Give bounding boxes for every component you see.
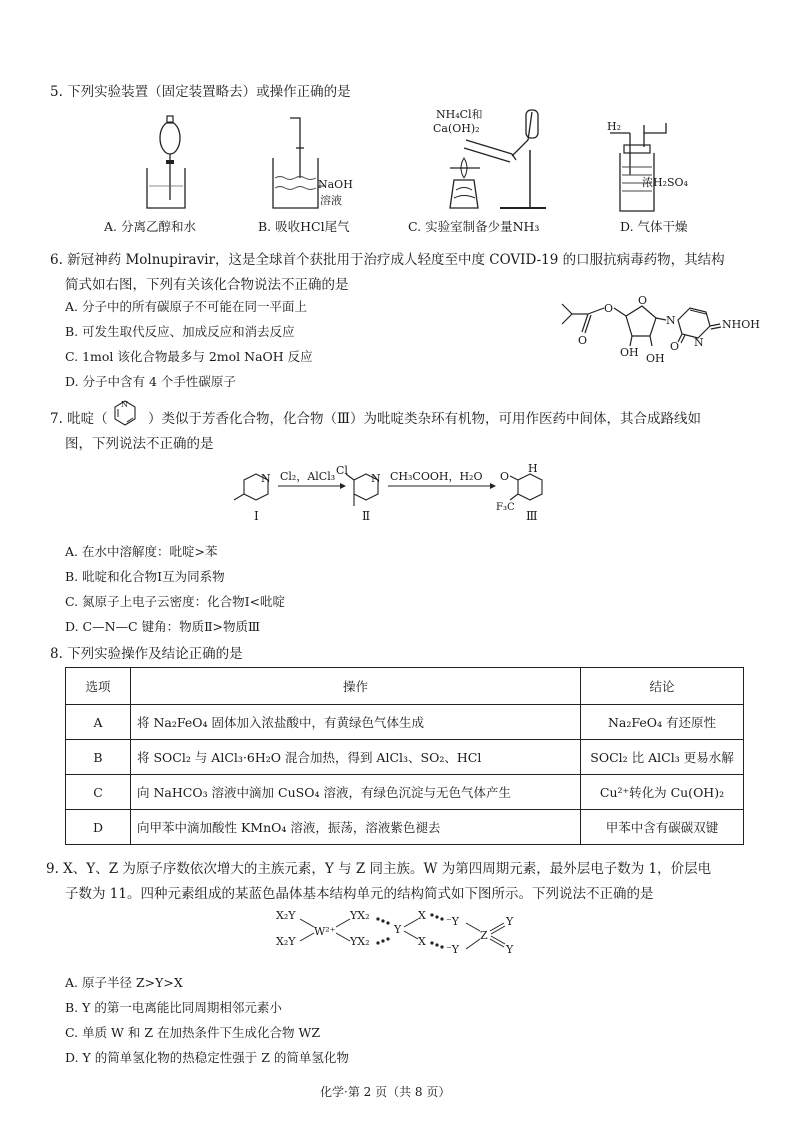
table-cell: C	[66, 775, 131, 810]
q5-naoh-label: NaOH	[318, 178, 353, 191]
q5-apparatus-c	[430, 110, 550, 212]
table-cell: Na₂FeO₄ 有还原性	[581, 705, 744, 740]
q6-option-d: D. 分子中含有 4 个手性碳原子	[65, 374, 236, 389]
q7-i-n: N	[261, 472, 271, 485]
q6-struct-o2: O	[578, 334, 588, 347]
q7-iii-cf3: F₃C	[496, 502, 515, 513]
q5-stem: 5. 下列实验装置（固定装置略去）或操作正确的是	[50, 84, 351, 100]
table-header: 选项	[66, 668, 131, 705]
q9-y-b: ⁻Y	[446, 943, 460, 956]
q5-option-c: C. 实验室制备少量NH₃	[408, 219, 540, 234]
table-cell: D	[66, 810, 131, 845]
q5-apparatus-a	[135, 108, 205, 208]
q6-stem-line1: 6. 新冠神药 Molnupiravir，这是全球首个获批用于治疗成人轻度至中度 COVID-19 的口服抗病毒药物，其结构	[50, 252, 725, 268]
q5-apparatus-d	[606, 115, 686, 213]
q7-ii-n: N	[371, 472, 381, 485]
q7-option-c: C. 氮原子上电子云密度：化合物Ⅰ<吡啶	[65, 594, 285, 609]
q6-option-b: B. 可发生取代反应、加成反应和消去反应	[65, 324, 295, 339]
q5-option-b: B. 吸收HCl尾气	[258, 219, 350, 234]
table-header: 结论	[581, 668, 744, 705]
q8-table	[65, 667, 744, 845]
q6-struct-n2: N	[694, 336, 704, 349]
q5-apparatus-b	[268, 118, 358, 210]
q7-label-ii: Ⅱ	[362, 509, 371, 523]
pyridine-icon	[112, 398, 138, 428]
q9-option-a: A. 原子半径 Z>Y>X	[65, 975, 183, 990]
q9-structure	[270, 905, 530, 963]
table-cell: 甲苯中含有碳碳双键	[581, 810, 744, 845]
table-row	[66, 705, 744, 740]
q5-h2so4-label: 浓H₂SO₄	[642, 176, 688, 189]
q9-x-b: X	[418, 935, 426, 948]
table-cell: A	[66, 705, 131, 740]
q7-stem-pre: 7. 吡啶（	[50, 411, 108, 427]
q7-reagent2: CH₃COOH，H₂O	[390, 470, 483, 483]
table-cell: SOCl₂ 比 AlCl₃ 更易水解	[581, 740, 744, 775]
table-cell: 将 Na₂FeO₄ 固体加入浓盐酸中，有黄绿色气体生成	[131, 705, 581, 740]
table-cell: Cu²⁺转化为 Cu(OH)₂	[581, 775, 744, 810]
q6-struct-o3: O	[638, 294, 648, 307]
table-header-row	[66, 668, 744, 705]
q7-stem-post: ）类似于芳香化合物，化合物（Ⅲ）为吡啶类杂环有机物，可用作医药中间体，其合成路线如	[148, 411, 702, 427]
q7-option-d: D. C—N—C 键角：物质Ⅱ>物质Ⅲ	[65, 619, 261, 634]
q7-iii-h: H	[528, 462, 538, 475]
q6-option-a: A. 分子中的所有碳原子不可能在同一平面上	[65, 299, 307, 314]
q6-struct-oh2: OH	[646, 352, 665, 365]
q7-iii-o: O	[500, 470, 510, 483]
table-row	[66, 740, 744, 775]
q7-option-a: A. 在水中溶解度：吡啶>苯	[65, 544, 218, 559]
table-cell: B	[66, 740, 131, 775]
q6-struct-o1: O	[604, 302, 614, 315]
q9-stem-line2: 子数为 11。四种元素组成的某蓝色晶体基本结构单元的结构简式如下图所示。下列说法不正确的是	[65, 886, 654, 902]
table-cell: 将 SOCl₂ 与 AlCl₃·6H₂O 混合加热，得到 AlCl₃、SO₂、HCl	[131, 740, 581, 775]
q7-ii-cl: Cl	[336, 464, 348, 477]
q7-label-iii: Ⅲ	[526, 509, 538, 523]
q9-option-c: C. 单质 W 和 Z 在加热条件下生成化合物 WZ	[65, 1025, 320, 1040]
table-cell: 向 NaHCO₃ 溶液中滴加 CuSO₄ 溶液，有绿色沉淀与无色气体产生	[131, 775, 581, 810]
q5-caoh2-label: Ca(OH)₂	[433, 122, 480, 135]
q9-option-d: D. Y 的简单氢化物的热稳定性强于 Z 的简单氢化物	[65, 1050, 349, 1065]
pyridine-n: N	[121, 400, 128, 409]
q5-nh4cl-label: NH₄Cl和	[436, 108, 483, 121]
q9-y-a: ⁻Y	[446, 915, 460, 928]
q9-y-c: Y	[506, 915, 514, 928]
q6-struct-n1: N	[666, 314, 676, 327]
q6-structure	[558, 290, 760, 380]
table-row	[66, 810, 744, 845]
q7-reagent1: Cl₂，AlCl₃	[280, 470, 336, 483]
q5-option-d: D. 气体干燥	[620, 219, 688, 234]
q9-w: W²⁺	[314, 925, 336, 938]
q5-option-a: A. 分离乙醇和水	[104, 219, 196, 234]
q9-y-mid: Y	[394, 923, 402, 936]
q6-option-c: C. 1mol 该化合物最多与 2mol NaOH 反应	[65, 349, 313, 364]
page-footer: 化学·第 2 页（共 8 页）	[320, 1085, 451, 1099]
q9-x-a: X	[418, 909, 426, 922]
table-header: 操作	[131, 668, 581, 705]
q9-yx2-a: YX₂	[350, 909, 370, 922]
q9-stem-line1: 9. X、Y、Z 为原子序数依次增大的主族元素，Y 与 Z 同主族。W 为第四周期元素，最外层电子数为 1，价层电	[46, 861, 712, 877]
q6-struct-oh1: OH	[620, 346, 639, 359]
table-cell: 向甲苯中滴加酸性 KMnO₄ 溶液，振荡，溶液紫色褪去	[131, 810, 581, 845]
q9-z: Z	[480, 929, 488, 942]
q9-option-b: B. Y 的第一电离能比同周期相邻元素小	[65, 1000, 282, 1015]
q7-scheme	[240, 460, 560, 540]
q9-x2y-a: X₂Y	[276, 909, 296, 922]
q6-stem-line2: 简式如右图，下列有关该化合物说法不正确的是	[65, 277, 349, 293]
q8-stem: 8. 下列实验操作及结论正确的是	[50, 646, 243, 662]
q6-struct-nhoh: NHOH	[722, 318, 760, 331]
q5-solution-label: 溶液	[320, 194, 342, 207]
q7-option-b: B. 吡啶和化合物Ⅰ互为同系物	[65, 569, 225, 584]
table-row	[66, 775, 744, 810]
q5-h2-label: H₂	[607, 120, 622, 133]
q9-x2y-b: X₂Y	[276, 935, 296, 948]
q9-yx2-b: YX₂	[350, 935, 370, 948]
q7-label-i: Ⅰ	[254, 509, 259, 523]
q6-struct-o4: O	[670, 340, 680, 353]
q7-stem-line2: 图，下列说法不正确的是	[65, 436, 214, 452]
q9-y-d: Y	[506, 943, 514, 956]
